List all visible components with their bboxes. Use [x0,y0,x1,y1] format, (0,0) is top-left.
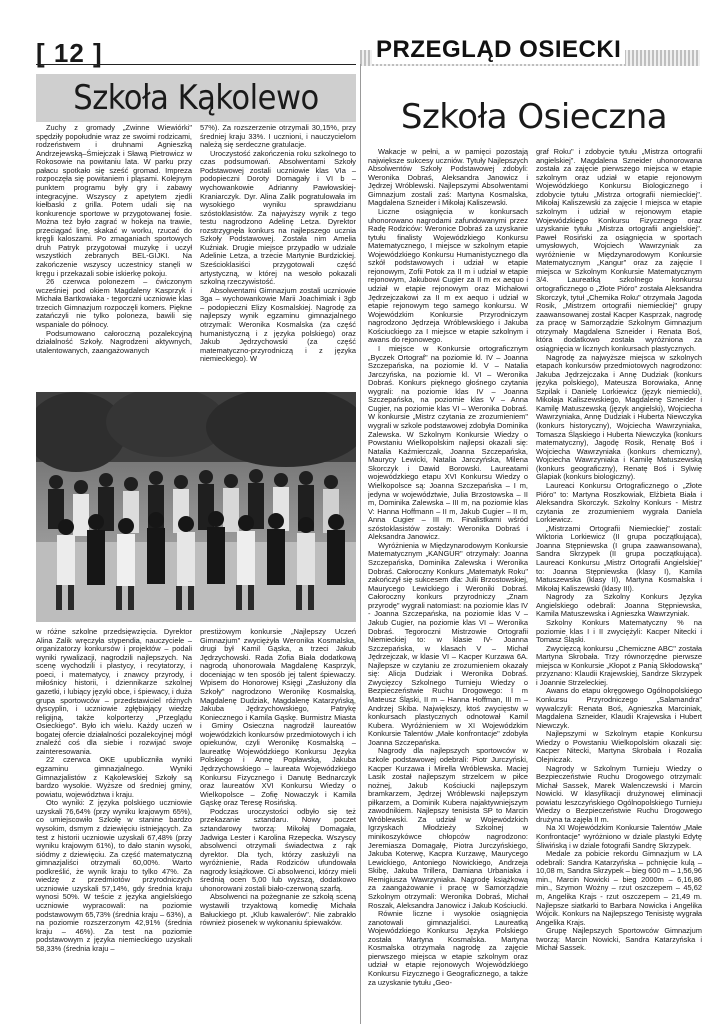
article-osieczna-column-1 [368,148,528,1018]
paragraph: Wyróżnienia w Międzynarodowym Konkursie Matematycznym „KANGUR" otrzymały: Joanna Szczepańska, Dominika Zalewska i Weronika Dobraś. Całoroczny Konkurs „Matematyk Roku" zakończył się sukcesem dla: Julii Brzostowskiej, Maurycego Lewickiego i Weroniki Dobraś. Całoroczny konkurs przyrodniczy „Znam przyrodę" wygrali natomiast: na poziomie klas IV - Joanna Szczepańska, na poziomie klas V – Jakub Cugier, na poziomie klas VI – Weronika Dobraś. Tegoroczni Mistrzowie Ortografii Niemieckiej to: w klasie IV- Joanna Szczepańska, w klasach V – Michał Jędrzejczak, w klasie VI – Kacper Kurzawa 6A. Najlepsze w czytaniu ze zrozumieniem okazały się: Alicja Dudziak i Weronika Dobraś. Zwycięzcy Szkolnego Turnieju Wiedzy o Bezpieczeństwie Ruchu Drogowego: I m Mateusz Śląski, II m – Hanna Hoffman, III m – Andrzej Skiba. Największy, ktoś zwycięstw w konkursach plastycznych odnotował Kamil Kubera. Wyróżnieniem w XI Wojewódzkim Konkursie Talentów „Małe konfrontacje" zdobyła Joanna Szczepańska. [368,540,528,747]
paragraph: Podsumowano całoroczną pozalekcyjną działalność Szkoły. Nagrodzeni aktywnych, utalentowanych, zaangażowanych [36,328,192,355]
masthead-title: PRZEGLĄD OSIECKI [372,36,625,64]
paragraph: Wakacje w pełni, a w pamięci pozostają największe sukcesy uczniów. Tytuły Najlepszych Absolwentów Szkoły Podstawowej zdobyli: Weronika Dobraś, Aleksandra Janowicz i Jędrzej Wróblewski. Najlepszymi Absolwentami Gimnazjum zostali zaś: Martyna Kosmalska, Magdalena Szneider i Mikołaj Kaliszewski. [368,148,528,208]
paragraph: 22 czerwca OKE upubliczniła wyniki egzaminu gimnazjalnego. Wyniki Gimnazjalistów z Kąkolewskiej Szkoły są bardzo wysokie. Wyższe od średniej gminy, powiatu, województwa i kraju. [36,755,192,799]
paragraph: graf Roku" i zdobycie tytułu „Mistrza ortografii angielskiej". Magdalena Szneider uhonorowana została za zajęcie pierwszego miejsca w etapie szkolnym oraz udział w etapie rejonowym Wojewódzkiego Konkursu Biologicznego i zdobycie tytułu „Mistrza ortografii niemieckiej". Mikołaj Kaliszewski za zajęcie I miejsca w etapie szkolnym i udział w rejonowym etapie Wojewódzkiego Konkursu Fizycznego oraz uzyskanie tytułu „Mistrza ortografii angielskiej". Paweł Rosiński za osiągnięcia w sportach umysłowych, Wojciech Wawrzyniak za wyróżnienie w Międzynarodowym Konkursie Matematycznym „Kangur" oraz za zajęcie I miejsca w Szkolnym Konkursie Matematycznym 3/4. Laureatką szkolnego konkursu ortograficznego o „Złote Pióro" została Aleksandra Skorczyk, tytuł „Chemika Roku" otrzymała Jagoda Rosik, „Mistrzem ortografii niemieckiej" grupy zaawansowanej został Kacper Kasprzak, nagrodę za pracę w Samorządzie Szkolnym Gimnazjum otrzymały Magdalena Szneider i Renata Boś, która dodatkowo została wyróżniona za osiągnięcia w licznych konkursach plastycznych. [536,148,702,353]
paragraph: Absolwenci na pożegnanie ze szkołą sceną wystawili trzyaktową komedię Michała Bałuckiego pt. „Klub kawalerów". Nie zabrakło również piosenek w wykonaniu śpiewaków. [200,892,356,928]
paragraph: Liczne osiągnięcia w konkursach uhonorowano nagrodami zafundowanymi przez Radę Rodziców: Weronice Dobraś za uzyskanie tytułu finalisty Wojewódzkiego Konkursu Matematycznego, I miejsce w szkolnym etapie Wojewódzkiego Konkursu Humanistycznego dla szkół podstawowych i udział w etapie rejonowym, Zofii Potok za II m i udział w etapie rejonowym, Jakubowi Cugier za II m ex aequo i udział w etapie rejonowym oraz Michałowi Jędrzejczakowi za II m ex aequo i udział w etapie rejonowym tego samego konkursu. W Wojewódzkim Konkursie Przyrodniczym nagrodzono Jędrzeja Wróblewskiego i Jakuba Kościuckiego za I miejsce w etapie szkolnym i awans do rejonowego. [368,206,528,345]
paragraph: Grupę Najlepszych Sportowców Gimnazjum tworzą: Marcin Nowicki, Sandra Katarzyńska i Michał Sassek. [536,926,702,953]
article-title-osieczna: Szkoła Osieczna [400,97,668,137]
paragraph: I miejsce w Konkursie ortograficznym „Byczek Ortograf" na poziomie kl. IV – Joanna Szczepańska, na poziomie kl. V – Natalia Jarczyńska, na poziomie kl. VI – Weronika Dobraś. Konkurs pięknego głośnego czytania wygrali: na poziomie klas IV – Joanna Szczepańska, na poziomie klas V – Anna Cugier, na poziomie klas VI – Weronika Dobraś. W konkursie „Mistrz czytania ze zrozumieniem" wygrali w szkole podstawowej zdobyła Dominika Zalewska. W Szkolnym Konkursie Wiedzy o Powstaniu Wielkopolskim najlepsi okazali się: Natalia Kaźmierczak, Joanna Szczepańska, Maurycy Lewicki, Natalia Jarczyńska, Milena Skorczyk i Dawid Borowski. Laureatami wojewódzkiego etapu XVI Konkursu Wiedzy o Wielkopolsce są: Joanna Szczepańska – I m, jedyna w województwie, Julia Brzostowska – II m, Dominika Zalewska – III m, na poziomie klas V: Hanna Hoffmann – II m, Jakub Cugier – II m, Anna Cugier – III m. Finalistkami wśród szóstoklasistów zostały: Weronika Dobraś i Aleksandra Janowicz. [368,343,528,542]
paragraph: Nagrody dla najlepszych sportowców w szkole podstawowej odebrali: Piotr Jurczyński, Kacper Kurzawa i Mirella Wróblewska. Maciej Lasik został najlepszym strzelcem w piłce nożnej, Jakub Kościucki najlepszym bramkarzem, Jędrzej Wróblewski najlepszym piłkarzem, a Dominik Kubera najaktywniejszym zawodnikiem. Najlepszy tenisista SP to Marcin Wróblewski. Za udział w Wojewódzkich Igrzyskach Młodzieży Szkolnej w minikoszykówce chłopców nagrodzono: Jeremiasza Domagałę, Piotra Jurczyńskiego, Jakuba Koterwę, Kacpra Kurzawę, Maurycego Lewickiego, Antoniego Nowickiego, Andrzeja Skibę, Jakuba Trillera, Damiana Urbaniaka i Remigiusza Wawrzyniaka. Nagrodę książkową za zaangażowanie i pracę w Samorządzie Szkolnym otrzymali: Weronika Dobraś, Michał Roszak, Aleksandra Janowicz i Jakub Kościucki. [368,746,528,910]
paragraph: 57%). Za rozszerzenie otrzymali 30,15%, przy średniej kraju 33%. I ucznioni, i nauczycielom należą się serdeczne gratulacje. [200,124,356,150]
group-photo [36,392,356,622]
paragraph: Zwycięzcą konkursu „Chemiczne ABC" została Martyna Skrobała. Trzy równorzędne pierwsze miejsca w Konkursie „Kłopot z Panią Skłodowską" przyznano: Klaudii Krajewskiej, Sandrze Skrzypek i Joannie Strzeleckiej. [536,643,702,687]
paragraph: prestiżowym konkursie „Najlepszy Uczeń Gimnazjum" zwyciężyła Weronika Kosmalska, drugi był Kamil Gąska, a trzeci Jakub Jędrzychowski. Rada Zofia Biała dodatkową nagrodą uhonorowała Magdalenę Kasprzyk, doceniając w ten sposób jej talent śpiewaczy. Wpisem do Honorowej Księgi „Zasłużony dla Szkoły" nagrodzono Weronikę Kosmalską, Magdalenę Dudziak, Magdalenę Katarzyńską, Jakuba Jędrzychowskiego, Patrykę Koniecznego i Kamila Gąskę. Burmistrz Miasta i Gminy Osieczna nagrodził laureatów wojewódzkich konkursów przedmiotowych i ich opiekunów, czyli Weronikę Kosmalską – laureatkę Wojewódzkiego Konkursu Języka Polskiego i Annę Popławską, Jakuba Jędrzychowskiego – laureata Wojewódzkiego Konkursu Fizycznego i Danutę Bednarczyk oraz laureatów XVI Konkursu Wiedzy o Wielkopolsce – Zofię Nowaczyk i Kamila Gąskę oraz Teresę Rosińską. [200,628,356,808]
paragraph: Na XI Wojewódzkim Konkursie Talentów „Małe Konfrontacje" wyróżniono w dziale plastyki Edytę Śliwińską i w dziale fotografii Sandrę Skrzypek. [536,823,702,850]
paragraph: Medale za pobicie rekordu Gimnazjum w LA odebrali: Sandra Katarzyńska – pchnięcie kulą – 10,08 m, Sandra Skrzypek – bieg 600 m – 1,56,96 min., Marcin Nowicki – bieg 2000m – 6,16,86 min., Szymon Wożny – rzut oszczepem – 45,62 m, Angelika Krajs - rzut oszczepem – 21,49 m. Najlepsze siatkarki to Barbara Nowicka i Angelika Wójcik. Konkurs na Najlepszego Tenisistę wygrała Angelika Krajs. [536,849,702,927]
paragraph: Nagrody w Szkolnym Turnieju Wiedzy o Bezpieczeństwie Ruchu Drogowego otrzymali: Michał Sassek, Marek Walenczewski i Marcin Nowicki. W klasyfikacji drużynowej eliminacji powiatu leszczyńskiego Ogólnopolskiego Turnieju Wiedzy o Bezpieczeństwie Ruchu Drogowego drużyna ta zajęła II m. [536,763,702,824]
page-number: [ 12 ] [36,38,103,68]
paragraph: Szkolny Konkurs Matematyczny % na poziomie klas I i II zwyciężyli: Kacper Nitecki i Tomasz Śląski. [536,617,702,645]
paragraph: „Mistrzami Ortografii Niemieckiej" zostali: Wiktoria Lorkiewicz (II grupa początkująca), Joanna Stępniewska (I grupa zaawansowana), Sandra Skrzypek (II grupa początkująca). Laureaci Konkursu „Mistrz Ortografii Angielskiej" to: Joanna Stępniewska (klasy I), Kamila Matuszewska (klasy II), Martyna Kosmalska i Mikołaj Kaliszewski (klasy III). [536,523,702,593]
article-title-kakolewo: Szkoła Kąkolewo [36,74,356,122]
header-rule [36,64,356,65]
paragraph: Nagrody za Szkolny Konkurs Języka Angielskiego odebrali: Joanna Stępniewska, Kamila Matuszewska i Agnieszka Wawrzyniak. [536,592,702,619]
paragraph: Absolwentami Gimnazjum zostali uczniowie 3ga – wychowankowie Marii Joachimiak i 3gb – podopieczni Elizy Kosmalskiej. Nagrodę za najlepszy wynik egzaminu gimnazjalnego otrzymali: Weronika Kosmalska (za część humanistyczną i z języka polskiego) oraz Jakub Jędrzychowski (za część matematyczno-przyrodniczą i z języka niemieckiego). W [200,285,356,364]
paragraph: w różne szkolne przedsięwzięcia. Dyrektor Alina Zalik wręczyła stypendia, nauczyciele – organizatorzy konkursów i projektów – podali wyniki rywalizacji, nagrodzili najlepszych. Na scenę wychodzili i plastycy, i recytatorzy, i poeci, i matematycy, i znawcy przyrody, i miłośnicy historii, i dziennikarze szkolnej gazetki, i lubiący języki obce, i śpiewacy, i duża grupa sportowców – przedstawiciel różnych dyscyplin, i uczniowie zgłębiający wiedzę religijną, także kolporterzy „Przeglądu Osieckiego". Było ich wielu. Każdy uczeń w bogatej ofercie działalności pozalekcyjnej mógł znaleźć coś dla siebie i rozwijać swoje zainteresowania. [36,628,192,756]
paragraph: 26 czerwca polonezem – ćwiczonym wcześniej pod okiem Magdaleny Kasprzyk i Michała Bartkowiaka - tegorczni uczniowie klas trzecich Gimnazjum rozpoczęli komers. Piękne zatańczyli nie tylko poloneza, bawili się wspaniale do północy. [36,277,192,329]
paragraph: Laureaci Konkursu Ortograficznego o „Złote Pióro" to: Martyna Roszkowiak, Elżbieta Biała i Aleksandra Skorczyk. Szkolny Konkurs - Mistrz czytania ze zrozumieniem wygrała Daniela Lorkiewicz. [536,480,702,525]
paragraph: Najlepszymi w Szkolnym etapie Konkursu Wiedzy o Powstaniu Wielkopolskim okazali się: Kacper Nitecki, Martyna Skrobała i Rozalia Olejniczak. [536,729,702,764]
column-divider [360,64,361,1024]
article-kakolewo-column-2 [200,124,356,378]
paragraph: Podczas uroczystości odbyło się też przekazanie sztandaru. Nowy poczet sztandarowy tworzą: Mikołaj Domagała, Jadwiga Lester i Karolina Rzepecka. Wszyscy absolwenci otrzymali świadectwa z rąk dyrektor. Dla tych, którzy zasłużyli na wyróżnienie, Rada Rodziców ufundowała nagrody książkowe. Ci absolwenci, którzy mieli średnią ocen 5,00 lub wyższą, dodatkowo uhonorowani zostali biało-czerwoną szarfą. [200,806,356,893]
paragraph: Równie liczne i wysokie osiągnięcia zanotowali gimnazjaliści. Laureatką Wojewódzkiego Konkursu Języka Polskiego została Martyna Kosmalska. Martyna Kosmalska otrzymała nagrodę za zajęcie pierwszego miejsca w etapie szkolnym oraz udział w etapie rejonowych Wojewódzkiego Konkursu Fizycznego i Geograficznego, a także za uzyskanie tytułu „Geo- [368,909,528,987]
paragraph: Uroczystość zakończenia roku szkolnego to czas podsumowań. Absolwentami Szkoły Podstawowej zostali uczniowie klas VIa – podopieczni Doroty Domagały i VI b – wychowankowie Adrianny Pawłowskiej-Kraniarczyk. Dyr. Alina Zalik pogratulowała im wysokiego wyniku sprawdzianu szóstoklasistów. Za najwyższy wynik z tego testu nagrodzono Adelinę Letza. Dyrektor rozstrzygnęła konkurs na najlepszego ucznia Szkoły Podstawowej. Została nim Amelia Kuźniak. Drugie miejsce przypadło w udziale Adelinie Letza, a trzecie Martynie Burdzickiej. Sześcioklasiści przygotowali część artystyczną, w której na wesoło pokazali szkolną rzeczywistość. [200,148,356,287]
paragraph: Awans do etapu okręgowego Ogólnopolskiego Konkursu Przyrodniczego „Salamandra" wywalczyli: Renata Boś, Agnieszka Marciniak, Magdalena Szneider, Klaudii Krajewska i Hubert Niewczyk. [536,686,702,730]
paragraph: Oto wyniki: Z języka polskiego uczniowie uzyskali 76,64% (przy wyniku krajowym 65%), co umiejscowiło Szkołę w stanine bardzo wysokim, dsmym z dziewięciu istniejących. Za test z historii uczniowie uzyskali 67,48% (przy wyniku krajowym 61%), to dało stanin wysoki, siódmy z dziewięciu. Za część matematyczną gimnazjaliści otrzymali 60,00%. Warto podkreślić, że wynik kraju to tylko 47%. Za wiedzę z przedmiotów przyrodniczych uczniowie uzyskali 57,14%, gdy średnia kraju wynosi 50%. W teście z języka angielskiego uczniowie wypracowali: na poziomie podstawowym 65,73% (średnia kraju – 63%), a na poziomie rozszerzonym 42,91% (średnia kraju – 46%). Za test na poziomie podstawowym z języka niemieckiego uzyskali 58,33% (średnia kraju – [36,798,192,953]
paragraph: Zuchy z gromady „Zwinne Wiewiórki" spędziły popołudnie wraz ze swoimi rodzicami, rodzeństwem i druhnami Agnieszką Andrzejewską–Śmiejczak i Sławą Pietrowicz w Rokosowie na powitaniu lata. W parku przy pałacu spotkało się sześć gromad. Impreza rozpoczęła się powitaniem i pląsami. Kolejnym punktem programu były gry i zabawy integracyjne. Wszyscy z apetytem zjedli kiełbaski z grilla. Potem udali się na konkurencje sportowe w przygotowanej fosie. Można też było zagrać w hokeja na trawie, przeciągać linę, skakać w worku, rzucać do kręgli kaloszami. Po zmaganiach sportowych druh Patryk przygotował muzykę i uczył wszystkich zebranych BEL-GIJKI. Na zakończenie wszyscy uczestnicy stanęli w kręgu i przekazali sobie iskierkę pokoju. [36,124,192,278]
article-kakolewo-column-1 [36,124,192,378]
paragraph: Nagrodę za najwyższe miejsca w szkolnych etapach konkursów przedmiotowych nagrodzono: Jakuba Jędrzejczaka i Annę Dudziak (konkurs języka polskiego), Mateusza Borowiaka, Annę Szpilak i Danielę Lorkiewicz (język niemiecki), Mikołaja Kaliszewskiego, Magdalenę Szneider i Kamilę Matuszewską (język angielski), Wojciecha Wawrzyniaka, Annę Dudziak i Huberta Niewczyka (konkurs historyczny), Wojciecha Wawrzyniaka, Tomasza Śląskiego i Huberta Niewczyka (konkurs matematyczny), Jagodę Rosik, Renatę Boś i Wojciecha Wawrzyniaka (konkurs chemiczny), Wojciecha Wawrzyniaka i Kamilę Matuszewską (konkurs geograficzny), Renatę Boś i Sylwię Glapiak (konkurs biologiczny). [536,352,702,482]
article-kakolewo-column-4 [200,628,356,1018]
article-kakolewo-column-3 [36,628,192,1018]
article-osieczna-column-2 [536,148,702,1018]
